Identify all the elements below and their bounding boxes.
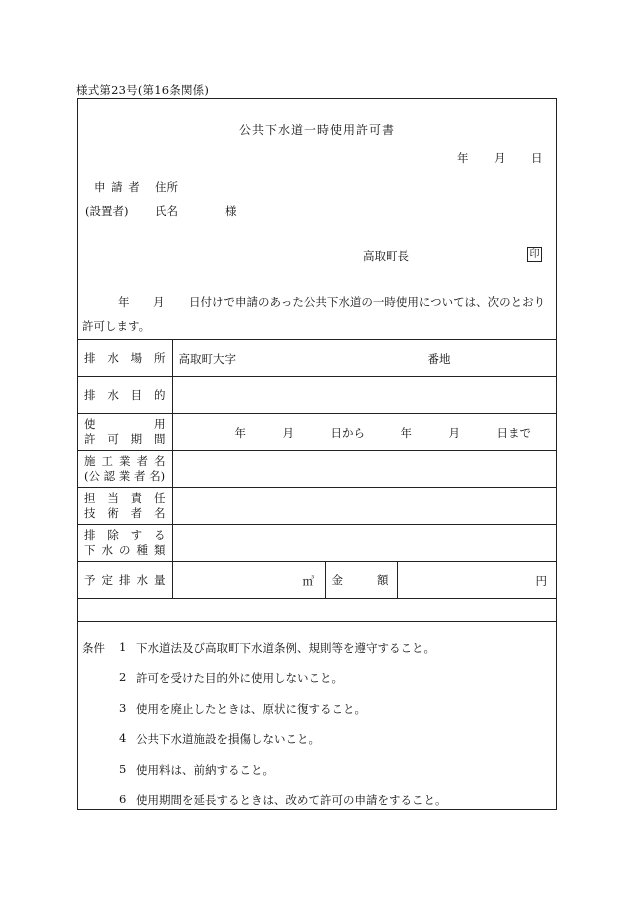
condition-number: 5 xyxy=(119,762,127,776)
permission-year: 年 xyxy=(118,295,130,309)
details-table xyxy=(78,339,556,599)
discharge-place-row xyxy=(78,340,556,377)
volume-value xyxy=(172,562,325,599)
discharge-place-value xyxy=(172,340,556,377)
condition-text: 使用を廃止したときは、原状に復すること。 xyxy=(136,702,366,716)
condition-text: 公共下水道施設を損傷しないこと。 xyxy=(136,732,320,746)
form-title: 公共下水道一時使用許可書 xyxy=(238,123,395,137)
permission-text-line2: 許可します。 xyxy=(82,319,151,333)
condition-number: 4 xyxy=(119,731,127,745)
volume-row xyxy=(78,562,556,599)
volume-label: 予 定 排 水 量 xyxy=(78,562,172,599)
condition-number: 3 xyxy=(119,701,127,715)
engineer-row xyxy=(78,488,556,525)
engineer-value xyxy=(172,488,556,525)
permission-month: 月 xyxy=(153,295,165,309)
contractor-value xyxy=(172,451,556,488)
period-year-from: 年 xyxy=(234,426,246,440)
permission-text-line1: 日付けで申請のあった公共下水道の一時使用については、次のとおり xyxy=(189,295,546,309)
condition-text: 許可を受けた目的外に使用しないこと。 xyxy=(136,671,343,685)
condition-number: 1 xyxy=(119,640,127,654)
condition-text: 下水道法及び高取町下水道条例、規則等を遵守すること。 xyxy=(136,641,435,655)
form-number: 様式第23号(第16条関係) xyxy=(76,83,210,97)
issuer-title: 高取町長 xyxy=(363,249,409,263)
period-month-until: 月 xyxy=(448,426,460,440)
condition-number: 6 xyxy=(119,792,127,806)
amount-currency: 円 xyxy=(535,574,547,588)
contractor-row xyxy=(78,451,556,488)
contractor-label: 施 工 業 者 名 (公 認 業 者 名) xyxy=(78,451,172,488)
date-year-label: 年 xyxy=(457,151,469,165)
discharge-purpose-label: 排 水 目 的 xyxy=(78,377,172,414)
amount-value xyxy=(397,562,556,599)
applicant-label: 申 請 者 xyxy=(94,180,141,194)
condition-text: 使用料は、前納すること。 xyxy=(136,763,274,777)
name-label: 氏名 xyxy=(155,204,178,218)
discharge-purpose-value xyxy=(172,377,556,414)
date-day-label: 日 xyxy=(531,151,543,165)
period-from-label: 日から xyxy=(330,426,365,440)
sewage-type-label: 排 除 す る 下 水 の 種 類 xyxy=(78,525,172,562)
condition-number: 2 xyxy=(119,670,127,684)
period-year-until: 年 xyxy=(400,426,412,440)
discharge-place-prefix: 高取町大字 xyxy=(178,352,236,366)
conditions-section xyxy=(78,621,556,807)
period-month-from: 月 xyxy=(282,426,294,440)
date-month-label: 月 xyxy=(494,151,506,165)
engineer-label: 担 当 責 任 技 術 者 名 xyxy=(78,488,172,525)
amount-label: 金 額 xyxy=(325,562,397,599)
honorific: 様 xyxy=(225,204,237,218)
volume-unit: ㎥ xyxy=(302,574,314,588)
discharge-purpose-row xyxy=(78,377,556,414)
conditions-heading: 条件 xyxy=(82,641,105,655)
discharge-place-suffix: 番地 xyxy=(427,352,451,366)
discharge-place-label: 排 水 場 所 xyxy=(78,340,172,377)
sewage-type-value xyxy=(172,525,556,562)
condition-text: 使用期間を延長するときは、改めて許可の申請をすること。 xyxy=(136,793,447,807)
address-label: 住所 xyxy=(155,180,178,194)
seal-mark: 印 xyxy=(527,247,542,262)
permit-period-label: 使 用 許 可 期 間 xyxy=(78,414,172,451)
permit-period-value xyxy=(172,414,556,451)
permit-form xyxy=(77,98,557,810)
sewage-type-row xyxy=(78,525,556,562)
permit-period-row xyxy=(78,414,556,451)
installer-label: (設置者) xyxy=(85,204,129,218)
period-until-label: 日まで xyxy=(496,426,531,440)
